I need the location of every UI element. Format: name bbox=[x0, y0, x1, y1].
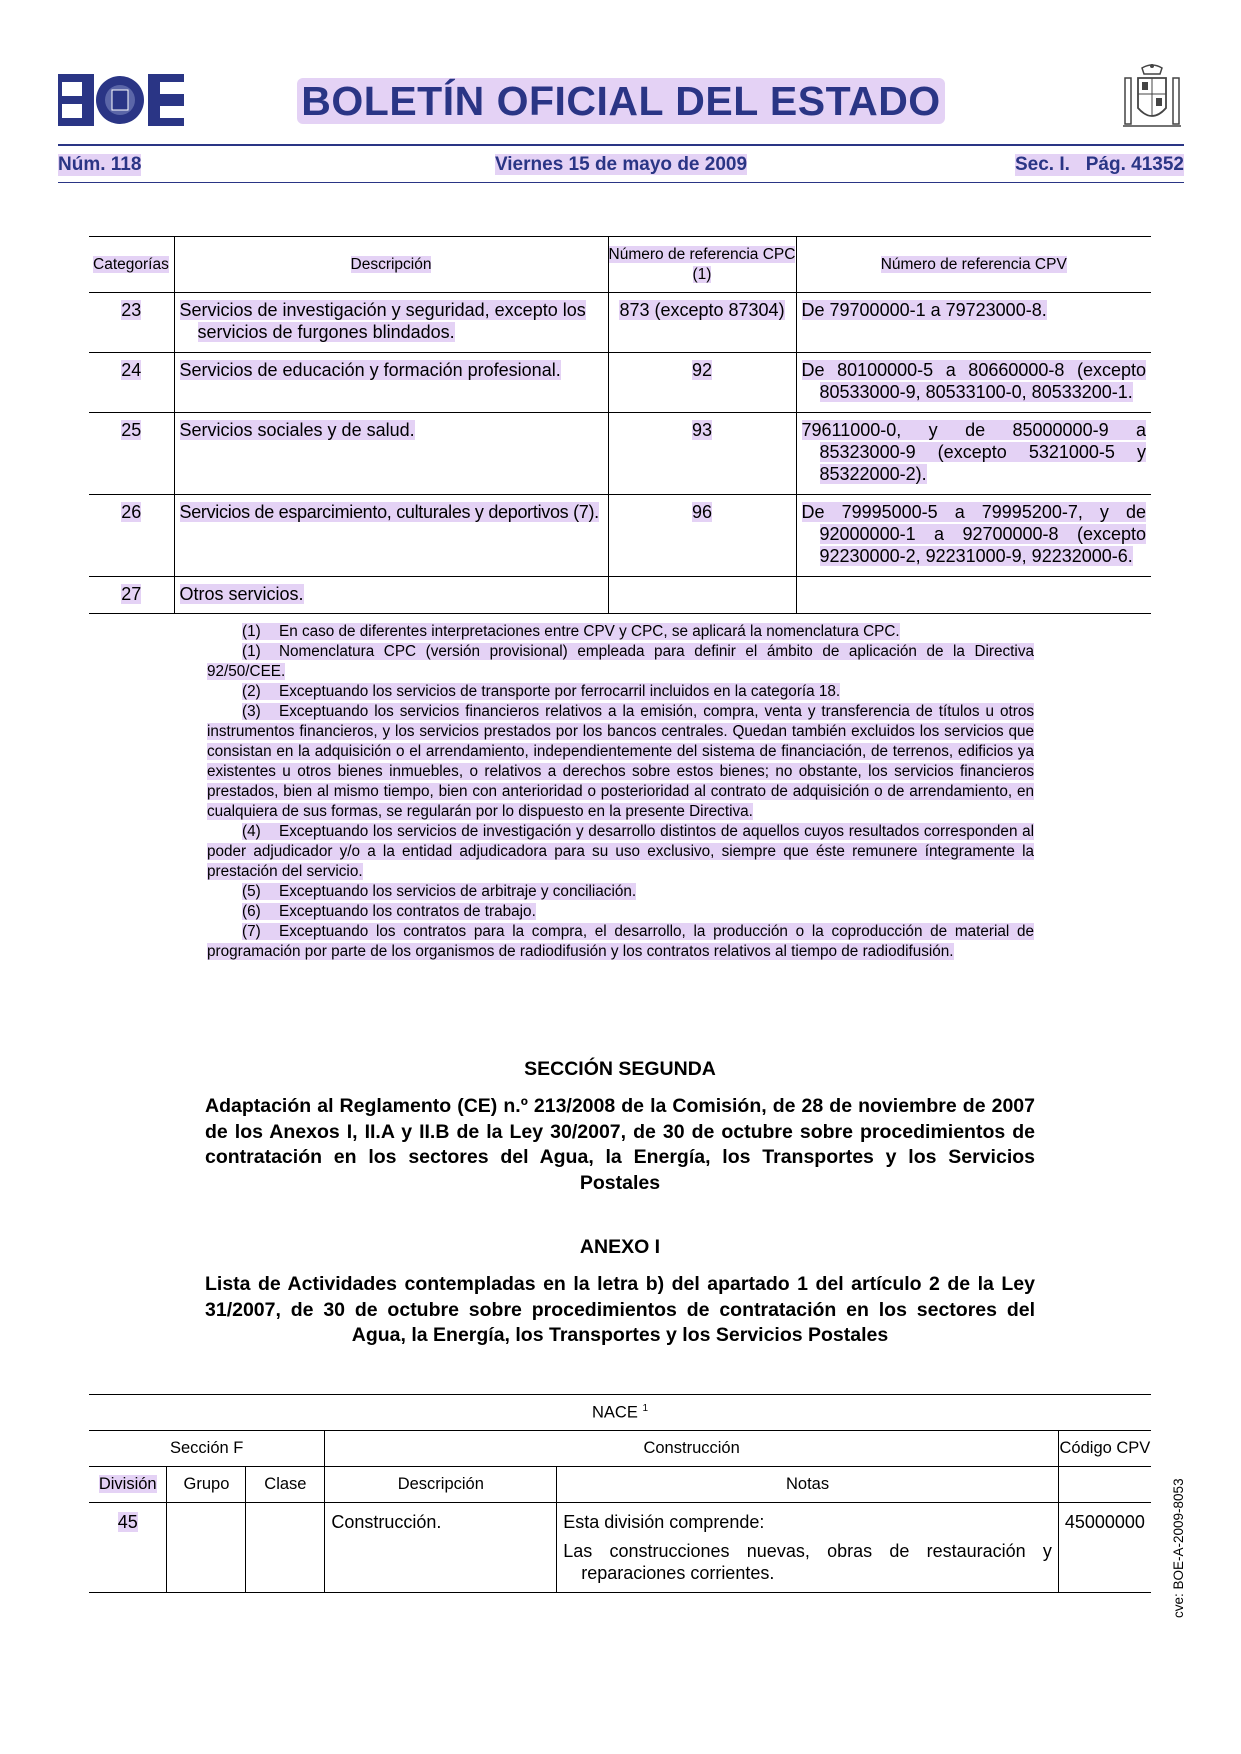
row-cpv: 79611000-0, y de 85000000-9 a 85323000-9 (excepto 5321000-5 y 85322000-2). bbox=[796, 413, 1151, 495]
header-grupo: Grupo bbox=[167, 1467, 246, 1503]
row-cpv: De 80100000-5 a 80660000-8 (excepto 80533000-9, 80533100-0, 80533200-1. bbox=[796, 353, 1151, 413]
row-category: 26 bbox=[89, 495, 174, 577]
notes-line: Las construcciones nuevas, obras de restauración y reparaciones corrientes. bbox=[563, 1541, 1052, 1583]
footnote: (3) Exceptuando los servicios financieros relativos a la emisión, compra, venta y transferencia de títulos u otros instrumentos financieros, y los servicios prestados por los bancos centrales. Quedan también excluidos los servicios que consistan en la adquisición o el arrendamiento, independientemente del sistema de financiación, de terrenos, edificios ya existentes u otros bienes inmuebles, o relativos a derechos sobre estos bienes; no obstante, los servicios financieros prestados, bien al mismo tiempo, bien con anterioridad o posterioridad al contrato de adquisición o de arrendamiento, en cualquiera de sus formas, se regularán por lo dispuesto en la presente Directiva. bbox=[207, 703, 1034, 820]
section-header-row bbox=[89, 1431, 1151, 1467]
row-cpc: 96 bbox=[608, 495, 796, 577]
annex-title: Lista de Actividades contempladas en la letra b) del apartado 1 del artículo 2 de la Ley 31/2007, de 30 de octubre sobre procedimientos de contratación en los sectores del Agua, la Energía, los Transportes y los Servicios Postales bbox=[205, 1273, 1035, 1346]
row-category: 24 bbox=[89, 353, 174, 413]
row-clase bbox=[246, 1503, 325, 1593]
table-row bbox=[89, 1503, 1151, 1593]
footnote: (1) Nomenclatura CPC (versión provisional) empleada para definir el ámbito de aplicación de la Directiva 92/50/CEE. bbox=[207, 643, 1034, 680]
table-row bbox=[89, 353, 1151, 413]
section-heading: SECCIÓN SEGUNDA bbox=[524, 1058, 716, 1080]
masthead-meta bbox=[58, 154, 1184, 180]
header-clase: Clase bbox=[246, 1467, 325, 1503]
row-cpv: 45000000 bbox=[1058, 1503, 1151, 1593]
footnote: (1) En caso de diferentes interpretaciones entre CPV y CPC, se aplicará la nomenclatura CPC. bbox=[242, 623, 900, 640]
footnote: (2) Exceptuando los servicios de transporte por ferrocarril incluidos en la categoría 18. bbox=[242, 683, 841, 700]
services-table bbox=[89, 236, 1151, 614]
row-cpc bbox=[608, 577, 796, 614]
row-cpv: De 79700000-1 a 79723000-8. bbox=[796, 293, 1151, 353]
row-description: Servicios de educación y formación profesional. bbox=[174, 353, 608, 413]
row-description: Servicios sociales y de salud. bbox=[174, 413, 608, 495]
row-grupo bbox=[167, 1503, 246, 1593]
row-cpc: 93 bbox=[608, 413, 796, 495]
section-page: Sec. I. Pág. 41352 bbox=[1015, 154, 1184, 175]
table-row bbox=[89, 293, 1151, 353]
column-header-row bbox=[89, 1467, 1151, 1503]
coat-of-arms-icon bbox=[1120, 62, 1184, 134]
row-description: Servicios de investigación y seguridad, excepto los servicios de furgones blindados. bbox=[174, 293, 608, 353]
header-categorias: Categorías bbox=[89, 237, 174, 293]
header-empty bbox=[1058, 1467, 1151, 1503]
header-descripcion: Descripción bbox=[174, 237, 608, 293]
row-cpc: 92 bbox=[608, 353, 796, 413]
header-rule bbox=[58, 144, 1184, 146]
footnote: (6) Exceptuando los contratos de trabajo. bbox=[242, 903, 536, 920]
row-cpv: De 79995000-5 a 79995200-7, y de 92000000-1 a 92700000-8 (excepto 92230000-2, 92231000-9, 92232000-6. bbox=[796, 495, 1151, 577]
header-descripcion: Descripción bbox=[325, 1467, 557, 1503]
footnote: (4) Exceptuando los servicios de investigación y desarrollo distintos de aquellos cuyos resultados corresponden al poder adjudicador y/o a la entidad adjudicadora para su uso exclusivo, siempre que éste remunere íntegramente la prestación del servicio. bbox=[207, 823, 1034, 880]
issue-number: Núm. 118 bbox=[58, 154, 142, 175]
row-category: 23 bbox=[89, 293, 174, 353]
row-descripcion: Construcción. bbox=[325, 1503, 557, 1593]
cve-code: cve: BOE-A-2009-8053 bbox=[1171, 1478, 1186, 1618]
annex-heading: ANEXO I bbox=[579, 1236, 661, 1258]
row-division: 45 bbox=[89, 1503, 167, 1593]
page-title: BOLETÍN OFICIAL DEL ESTADO bbox=[58, 78, 1184, 125]
row-description: Otros servicios. bbox=[174, 577, 608, 614]
row-notas bbox=[557, 1503, 1059, 1593]
header-cpc: Número de referencia CPC (1) bbox=[608, 237, 796, 293]
row-category: 27 bbox=[89, 577, 174, 614]
row-description: Servicios de esparcimiento, culturales y deportivos (7). bbox=[174, 495, 608, 577]
nace-table bbox=[89, 1394, 1151, 1593]
nace-header-row bbox=[89, 1395, 1151, 1431]
table-header-row bbox=[89, 237, 1151, 293]
section-title: Adaptación al Reglamento (CE) n.º 213/2008 de la Comisión, de 28 de noviembre de 2007 de los Anexos I, II.A y II.B de la Ley 30/2007, de 30 de octubre sobre procedimientos de contratación en los sectores del Agua, la Energía, los Transportes y los Servicios Postales bbox=[205, 1095, 1035, 1194]
row-cpv bbox=[796, 577, 1151, 614]
row-category: 25 bbox=[89, 413, 174, 495]
footnote: (5) Exceptuando los servicios de arbitraje y conciliación. bbox=[242, 883, 637, 900]
header-rule-bottom bbox=[58, 182, 1184, 183]
cpv-code-header: Código CPV bbox=[1058, 1431, 1151, 1467]
row-cpc: 873 (excepto 87304) bbox=[608, 293, 796, 353]
table-row bbox=[89, 495, 1151, 577]
header-notas: Notas bbox=[557, 1467, 1059, 1503]
construction-label: Construcción bbox=[325, 1431, 1058, 1467]
footnote: (7) Exceptuando los contratos para la compra, el desarrollo, la producción o la coproducción de material de programación por parte de los organismos de radiodifusión y los contratos relativos al tiempo de radiodifusión. bbox=[207, 923, 1034, 960]
table-row bbox=[89, 577, 1151, 614]
footnotes bbox=[207, 622, 1034, 962]
masthead bbox=[58, 72, 1184, 175]
header-cpv: Número de referencia CPV bbox=[796, 237, 1151, 293]
issue-date: Viernes 15 de mayo de 2009 bbox=[494, 154, 748, 175]
section-f-label: Sección F bbox=[89, 1431, 325, 1467]
nace-label: NACE $^1$ bbox=[89, 1395, 1151, 1431]
notes-line: Esta división comprende: bbox=[563, 1512, 765, 1532]
header-division: División bbox=[89, 1467, 167, 1503]
table-row bbox=[89, 413, 1151, 495]
